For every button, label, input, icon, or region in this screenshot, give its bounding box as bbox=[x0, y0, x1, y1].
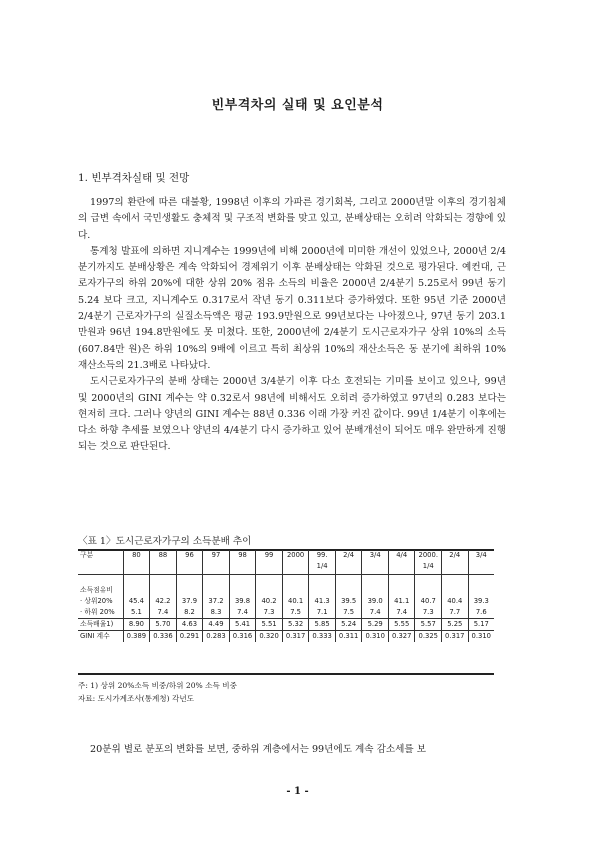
table-cell bbox=[415, 575, 442, 586]
table-header-cell: 99. 1/4 bbox=[309, 550, 336, 575]
table-cell bbox=[150, 575, 177, 586]
table-cell: 39.8 bbox=[229, 596, 256, 607]
table-cell: 7.3 bbox=[415, 607, 442, 619]
table-header-cell: 99 bbox=[256, 550, 283, 575]
table-cell bbox=[335, 585, 362, 596]
table-header-cell: 3/4 bbox=[468, 550, 494, 575]
table-cell: 5.41 bbox=[229, 619, 256, 631]
table-cell: 37.9 bbox=[176, 596, 203, 607]
table-cell: 8.3 bbox=[203, 607, 230, 619]
table-cell: 0.283 bbox=[203, 631, 230, 643]
table-cell: 5.25 bbox=[442, 619, 469, 631]
table-header-cell: 3/4 bbox=[362, 550, 389, 575]
table-cell bbox=[282, 575, 309, 586]
table-cell: 5.24 bbox=[335, 619, 362, 631]
table-cell bbox=[442, 585, 469, 596]
table-cell: 7.5 bbox=[282, 607, 309, 619]
table-cell bbox=[78, 575, 123, 586]
table-cell: 41.3 bbox=[309, 596, 336, 607]
table-cell: 7.1 bbox=[309, 607, 336, 619]
table-cell: 45.4 bbox=[123, 596, 150, 607]
table-cell: 40.2 bbox=[256, 596, 283, 607]
income-distribution-table bbox=[78, 550, 494, 642]
table-cell bbox=[176, 575, 203, 586]
table-header-cell: 구분 bbox=[78, 550, 123, 575]
table-row bbox=[78, 607, 494, 619]
table-cell: 0.291 bbox=[176, 631, 203, 643]
table-cell: 40.4 bbox=[442, 596, 469, 607]
note-line: 자료: 도시가계조사(통계청) 각년도 bbox=[78, 694, 195, 703]
table-cell: 5.51 bbox=[256, 619, 283, 631]
table-group-label: 소득점유비 bbox=[80, 586, 113, 594]
table-cell: 4.63 bbox=[176, 619, 203, 631]
table-cell: 8.2 bbox=[176, 607, 203, 619]
table-cell: 0.310 bbox=[468, 631, 494, 643]
table-row bbox=[78, 619, 494, 631]
table-cell: 7.7 bbox=[442, 607, 469, 619]
table-cell: 0.316 bbox=[229, 631, 256, 643]
table-spacer-row bbox=[78, 575, 494, 586]
table-caption: 〈표 1〉도시근로자가구의 소득분배 추이 bbox=[78, 536, 252, 547]
table-cell bbox=[123, 575, 150, 586]
table-cell bbox=[335, 575, 362, 586]
table-cell: 5.1 bbox=[123, 607, 150, 619]
table-header-cell: 2/4 bbox=[335, 550, 362, 575]
table-notes bbox=[78, 679, 237, 705]
table-cell bbox=[150, 585, 177, 596]
table-cell: 5.70 bbox=[150, 619, 177, 631]
table-cell bbox=[309, 585, 336, 596]
table-cell: 5.57 bbox=[415, 619, 442, 631]
document-title: 빈부격차의 실태 및 요인분석 bbox=[211, 98, 384, 113]
closing-paragraph: 20분위 별로 분포의 변화를 보면, 중하위 계층에서는 99년에도 계속 감소세를 보 bbox=[90, 744, 426, 755]
table-cell: 41.1 bbox=[388, 596, 415, 607]
table-cell bbox=[388, 575, 415, 586]
table-cell: 5.32 bbox=[282, 619, 309, 631]
table-cell bbox=[282, 585, 309, 596]
table-header-cell: 4/4 bbox=[388, 550, 415, 575]
body-text bbox=[78, 195, 506, 456]
table-bottom-rule bbox=[78, 673, 494, 675]
table-cell bbox=[309, 575, 336, 586]
paragraph: 도시근로자가구의 분배 상태는 2000년 3/4분기 이후 다소 호전되는 기미를 보이고 있으나, 99년 및 2000년의 GINI 계수는 약 0.32로서 98년에 비해서도 오히려 증가하였고 97년의 0.283 보다는 현저히 크다. 그러나 양년의 GINI 계수는 88년 0.336 이래 가장 커진 값이다. 99년 1/4분기 이후에는 다소 하향 추세를 보였으나 양년의 4/4분기 다시 증가하고 있어 분배개선이 되어도 매우 완만하게 진행되는 것으로 판단된다. bbox=[78, 376, 506, 453]
table-cell: 5.85 bbox=[309, 619, 336, 631]
table-cell: 4.49 bbox=[203, 619, 230, 631]
table-cell: 0.310 bbox=[362, 631, 389, 643]
table-cell: 39.5 bbox=[335, 596, 362, 607]
table-cell: 0.320 bbox=[256, 631, 283, 643]
table-cell: 42.2 bbox=[150, 596, 177, 607]
table-cell bbox=[468, 585, 494, 596]
note-line: 주: 1) 상위 20%소득 비중/하위 20% 소득 비중 bbox=[78, 681, 237, 690]
table-cell: 0.311 bbox=[335, 631, 362, 643]
table-cell: 0.389 bbox=[123, 631, 150, 643]
table-header-cell: 97 bbox=[203, 550, 230, 575]
table-header-cell: 88 bbox=[150, 550, 177, 575]
table-cell: 0.333 bbox=[309, 631, 336, 643]
paragraph: 1997의 환란에 따른 대불황, 1998년 이후의 가파른 경기회복, 그리고 2000년말 이후의 경기침체의 급변 속에서 국민생활도 충체적 및 구조적 변화를 맞고 있고, 분배상태는 오히려 악화되는 경향에 있다. bbox=[78, 197, 506, 241]
table-cell bbox=[123, 585, 150, 596]
table-cell: 39.3 bbox=[468, 596, 494, 607]
table-header-cell: 2000 bbox=[282, 550, 309, 575]
table-cell: 8.90 bbox=[123, 619, 150, 631]
paragraph: 통계청 발표에 의하면 지니계수는 1999년에 비해 2000년에 미미한 개선이 있었으나, 2000년 2/4분기까지도 분배상황은 계속 악화되어 경제위기 이후 분배상태는 악화된 것으로 평가된다. 예컨대, 근로자가구의 하위 20%에 대한 상위 20% 점유 소득의 비율은 2000년 2/4분기 5.25로서 99년 동기 5.24 보다 크고, 지니계수도 0.317로서 작년 동기 0.311보다 증가하였다. 또한 95년 기준 2000년 2/4분기 근로자가구의 실질소득액은 평균 193.9만원으로 99년보다는 나아졌으나, 97년 동기 203.1만원과 96년 194.8만원에도 못 미쳤다. 또한, 2000년에 2/4분기 도시근로자가구 상위 10%의 소득(607.84만 원)은 하위 10%의 9배에 이르고 특히 최상위 10%의 재산소득은 동 분기에 최하위 10% 재산소득의 21.3배로 나타났다. bbox=[78, 245, 506, 371]
table-cell: 0.336 bbox=[150, 631, 177, 643]
table-cell: 7.4 bbox=[362, 607, 389, 619]
table-cell bbox=[229, 585, 256, 596]
table-cell: 40.1 bbox=[282, 596, 309, 607]
table-group-row bbox=[78, 585, 494, 596]
table-header-cell: 98 bbox=[229, 550, 256, 575]
table-cell bbox=[176, 585, 203, 596]
table-cell bbox=[362, 575, 389, 586]
section-heading: 1. 빈부격차실태 및 전망 bbox=[78, 172, 190, 184]
page-number: - 1 - bbox=[286, 786, 309, 797]
table-cell bbox=[362, 585, 389, 596]
table-cell: 0.317 bbox=[442, 631, 469, 643]
table-cell: 37.2 bbox=[203, 596, 230, 607]
table-header-cell: 2000. 1/4 bbox=[415, 550, 442, 575]
table-row-label: GINI 계수 bbox=[78, 631, 123, 643]
table-cell: 7.4 bbox=[150, 607, 177, 619]
table-row-label: · 하위 20% bbox=[80, 608, 115, 616]
table-cell bbox=[256, 585, 283, 596]
table-cell: 5.17 bbox=[468, 619, 494, 631]
table-header-cell: 80 bbox=[123, 550, 150, 575]
table-cell bbox=[256, 575, 283, 586]
table-cell bbox=[442, 575, 469, 586]
table-cell bbox=[203, 575, 230, 586]
table-row bbox=[78, 596, 494, 607]
table-row-label: · 상위20% bbox=[80, 597, 113, 605]
table-row-label: 소득배율1) bbox=[78, 619, 123, 631]
table-cell: 7.3 bbox=[256, 607, 283, 619]
table-cell: 5.29 bbox=[362, 619, 389, 631]
table-cell: 0.327 bbox=[388, 631, 415, 643]
table-header-cell: 96 bbox=[176, 550, 203, 575]
table-cell: 7.6 bbox=[468, 607, 494, 619]
table-row bbox=[78, 631, 494, 643]
table-header-row bbox=[78, 550, 494, 575]
table-header-cell: 2/4 bbox=[442, 550, 469, 575]
table-cell bbox=[468, 575, 494, 586]
table-cell: 0.317 bbox=[282, 631, 309, 643]
table-cell bbox=[229, 575, 256, 586]
table-cell: 0.325 bbox=[415, 631, 442, 643]
table-cell: 39.0 bbox=[362, 596, 389, 607]
table-cell bbox=[415, 585, 442, 596]
table-cell: 40.7 bbox=[415, 596, 442, 607]
table-cell bbox=[388, 585, 415, 596]
table-cell: 7.5 bbox=[335, 607, 362, 619]
table-cell: 7.4 bbox=[229, 607, 256, 619]
table-cell bbox=[203, 585, 230, 596]
table-cell: 7.4 bbox=[388, 607, 415, 619]
table-cell: 5.55 bbox=[388, 619, 415, 631]
